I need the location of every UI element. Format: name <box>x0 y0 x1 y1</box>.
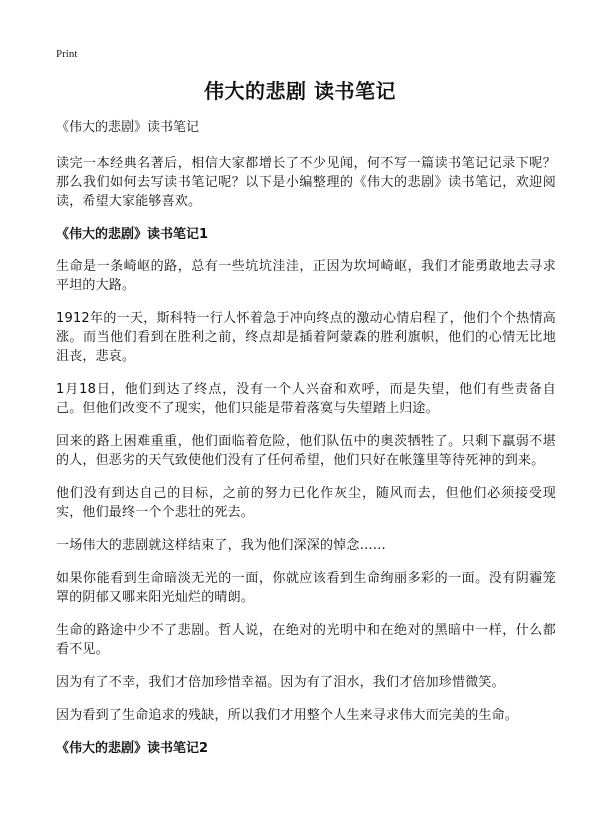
section-heading-1: 《伟大的悲剧》读书笔记1 <box>56 227 209 242</box>
paragraph: 1912年的一天，斯科特一行人怀着急于冲向终点的激动心情启程了，他们个个热情高涨。而当他们看到在胜利之前，终点却是插着阿蒙森的胜利旗帜，他们的心情无比地沮丧，悲哀。 <box>56 311 556 364</box>
paragraph: 回来的路上困难重重，他们面临着危险，他们队伍中的奥茨牺牲了。只剩下羸弱不堪的人，但恶劣的天气致使他们没有了任何希望，他们只好在帐篷里等待死神的到来。 <box>56 434 556 468</box>
section-heading-2: 《伟大的悲剧》读书笔记2 <box>56 741 209 756</box>
page-title: 伟大的悲剧 读书笔记 <box>204 79 396 103</box>
paragraph: 一场伟大的悲剧就这样结束了，我为他们深深的悼念…… <box>56 538 387 553</box>
paragraph: 1月18日，他们到达了终点，没有一个人兴奋和欢呼，而是失望，他们有些责备自己。但他们改变不了现实，他们只能是带着落寞与失望踏上归途。 <box>56 382 556 416</box>
paragraph: 生命是一条崎岖的路，总有一些坑坑洼洼，正因为坎坷崎岖，我们才能勇敢地去寻求平坦的大路。 <box>56 259 556 293</box>
paragraph: 生命的路途中少不了悲剧。哲人说，在绝对的光明中和在绝对的黑暗中一样，什么都看不见。 <box>56 623 556 657</box>
paragraph: 因为有了不幸，我们才倍加珍惜幸福。因为有了泪水，我们才倍加珍惜微笑。 <box>56 675 505 690</box>
paragraph: 他们没有到达自己的目标，之前的努力已化作灰尘，随风而去，但他们必须接受现实，他们最终一个个悲壮的死去。 <box>56 486 556 520</box>
print-link[interactable]: Print <box>56 48 78 60</box>
paragraph: 因为看到了生命追求的残缺，所以我们才用整个人生来寻求伟大而完美的生命。 <box>56 708 519 723</box>
intro-paragraph: 读完一本经典名著后，相信大家都增长了不少见闻，何不写一篇读书笔记记录下呢？那么我们如何去写读书笔记呢？以下是小编整理的《伟大的悲剧》读书笔记，欢迎阅读，希望大家能够喜欢。 <box>56 156 556 209</box>
paragraph: 如果你能看到生命暗淡无光的一面，你就应该看到生命绚丽多彩的一面。没有阴霾笼罩的阴郁又哪来阳光灿烂的晴朗。 <box>56 571 556 605</box>
article-body <box>56 118 556 771</box>
article-subtitle: 《伟大的悲剧》读书笔记 <box>56 120 200 135</box>
